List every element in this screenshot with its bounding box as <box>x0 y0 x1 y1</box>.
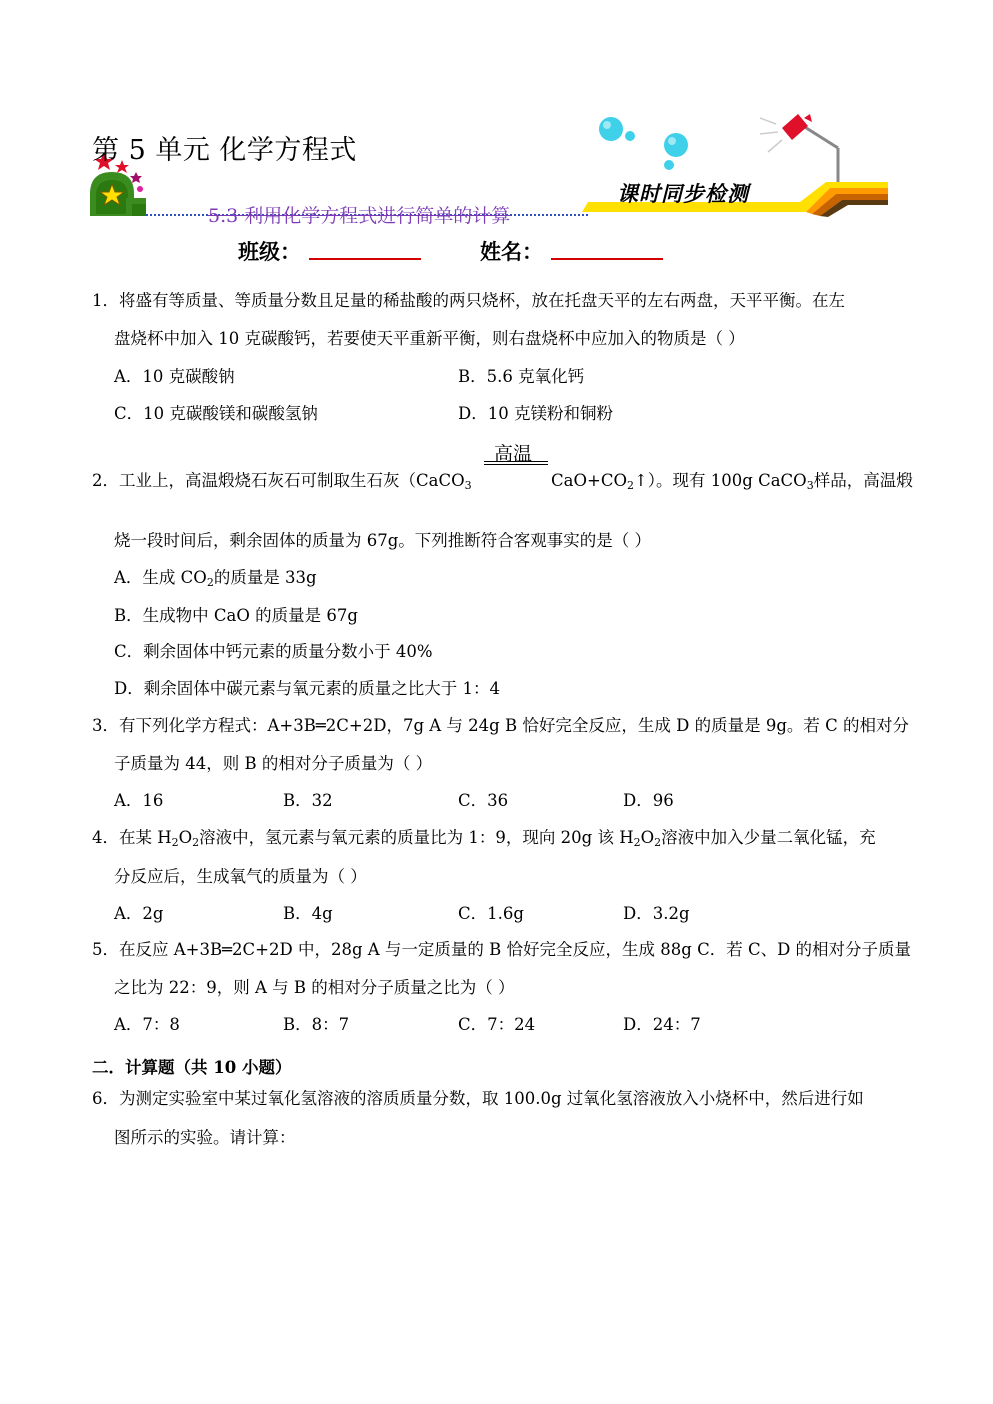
q3-option-b[interactable]: B．32 <box>283 791 333 810</box>
question-2-line1-cont <box>551 473 913 490</box>
q2-option-d[interactable]: D．剩余固体中碳元素与氧元素的质量之比大于 1：4 <box>114 679 500 698</box>
question-6-line1: 6．为测定实验室中某过氧化氢溶液的溶质质量分数，取 100.0g 过氧化氢溶液放入小烧杯中，然后进行如 <box>92 1089 864 1108</box>
question-4-line1 <box>92 830 876 847</box>
section-heading-calculation: 二．计算题（共 10 小题） <box>92 1058 292 1077</box>
question-5-line1: 5．在反应 A+3B═2C+2D 中，28g A 与一定质量的 B 恰好完全反应，生成 88g C．若 C、D 的相对分子质量 <box>92 940 912 959</box>
equals-sign <box>484 461 548 465</box>
question-2-line2: 烧一段时间后，剩余固体的质量为 67g。下列推断符合客观事实的是（ ） <box>114 531 652 550</box>
q4-option-a[interactable]: A．2g <box>114 904 164 923</box>
bubble-icon <box>599 117 688 170</box>
name-label: 姓名： <box>480 239 543 264</box>
q4-option-b[interactable]: B．4g <box>283 904 333 923</box>
q1-option-d[interactable]: D．10 克镁粉和铜粉 <box>458 404 613 423</box>
q5-option-c[interactable]: C．7：24 <box>458 1015 536 1034</box>
q2-text-c: ↑）。现有 100g CaCO <box>633 471 807 490</box>
q2-text-a: 2．工业上，高温煅烧石灰石可制取生石灰（CaCO <box>92 471 465 490</box>
question-6-line2: 图所示的实验。请计算： <box>114 1128 296 1147</box>
q4-option-d[interactable]: D．3.2g <box>623 904 690 923</box>
class-field[interactable] <box>309 258 421 260</box>
q3-option-c[interactable]: C．36 <box>458 791 509 810</box>
q4-sub-3: 2 <box>633 836 641 849</box>
q2-option-a-text: A．生成 CO <box>114 568 207 587</box>
question-4-line2: 分反应后，生成氧气的质量为（ ） <box>114 867 367 886</box>
q2-option-c[interactable]: C．剩余固体中钙元素的质量分数小于 40% <box>114 642 433 661</box>
reaction-condition: 高温 <box>494 443 533 465</box>
class-label: 班级： <box>238 239 301 264</box>
q5-option-d[interactable]: D．24：7 <box>623 1015 701 1034</box>
question-3-line1: 3．有下列化学方程式：A+3B═2C+2D，7g A 与 24g B 恰好完全反应，生成 D 的质量是 9g。若 C 的相对分 <box>92 716 909 735</box>
q2-sub-c: 3 <box>806 479 814 492</box>
q3-option-d[interactable]: D．96 <box>623 791 674 810</box>
question-5-line2: 之比为 22：9，则 A 与 B 的相对分子质量之比为（ ） <box>114 978 515 997</box>
q3-option-a[interactable]: A．16 <box>114 791 164 810</box>
q4-text-b: O <box>178 828 193 847</box>
question-3-line2: 子质量为 44，则 B 的相对分子质量为（ ） <box>114 754 433 773</box>
name-field[interactable] <box>551 258 663 260</box>
q4-text-a: 4．在某 H <box>92 828 172 847</box>
q2-sub-b: 2 <box>626 479 634 492</box>
q1-option-a[interactable]: A．10 克碳酸钠 <box>114 367 235 386</box>
q4-sub-4: 2 <box>654 836 662 849</box>
q2-option-a[interactable] <box>114 570 317 587</box>
q4-text-c: 溶液中，氢元素与氧元素的质量比为 1：9，现向 20g 该 H <box>199 828 634 847</box>
badge-label: 课时同步检测 <box>617 181 749 206</box>
star-icon <box>130 172 142 183</box>
q2-option-b[interactable]: B．生成物中 CaO 的质量是 67g <box>114 606 358 625</box>
q2-option-a-text2: 的质量是 33g <box>213 568 317 587</box>
q2-option-a-sub: 2 <box>206 576 214 589</box>
q4-text-d: O <box>640 828 655 847</box>
q4-sub-2: 2 <box>192 836 200 849</box>
q4-text-e: 溶液中加入少量二氧化锰，充 <box>661 828 876 847</box>
q2-sub-a: 3 <box>464 479 472 492</box>
lesson-subtitle: 5.3 利用化学方程式进行简单的计算 <box>208 205 511 227</box>
question-1-line1: 1．将盛有等质量、等质量分数且足量的稀盐酸的两只烧杯，放在托盘天平的左右两盘，天平平衡。在左 <box>92 291 845 310</box>
lamp-icon <box>760 114 838 182</box>
unit-title: 第 5 单元 化学方程式 <box>92 135 357 166</box>
q4-sub-1: 2 <box>171 836 179 849</box>
q1-option-c[interactable]: C．10 克碳酸镁和碳酸氢钠 <box>114 404 318 423</box>
question-1-line2: 盘烧杯中加入 10 克碳酸钙，若要使天平重新平衡，则右盘烧杯中应加入的物质是（ ） <box>114 329 745 348</box>
q2-text-b: CaO+CO <box>551 471 627 490</box>
q4-option-c[interactable]: C．1.6g <box>458 904 524 923</box>
question-2-line1 <box>92 473 472 490</box>
q1-option-b[interactable]: B．5.6 克氧化钙 <box>458 367 585 386</box>
q5-option-a[interactable]: A．7：8 <box>114 1015 180 1034</box>
q2-text-d: 样品，高温煅 <box>813 471 913 490</box>
q5-option-b[interactable]: B．8：7 <box>283 1015 350 1034</box>
